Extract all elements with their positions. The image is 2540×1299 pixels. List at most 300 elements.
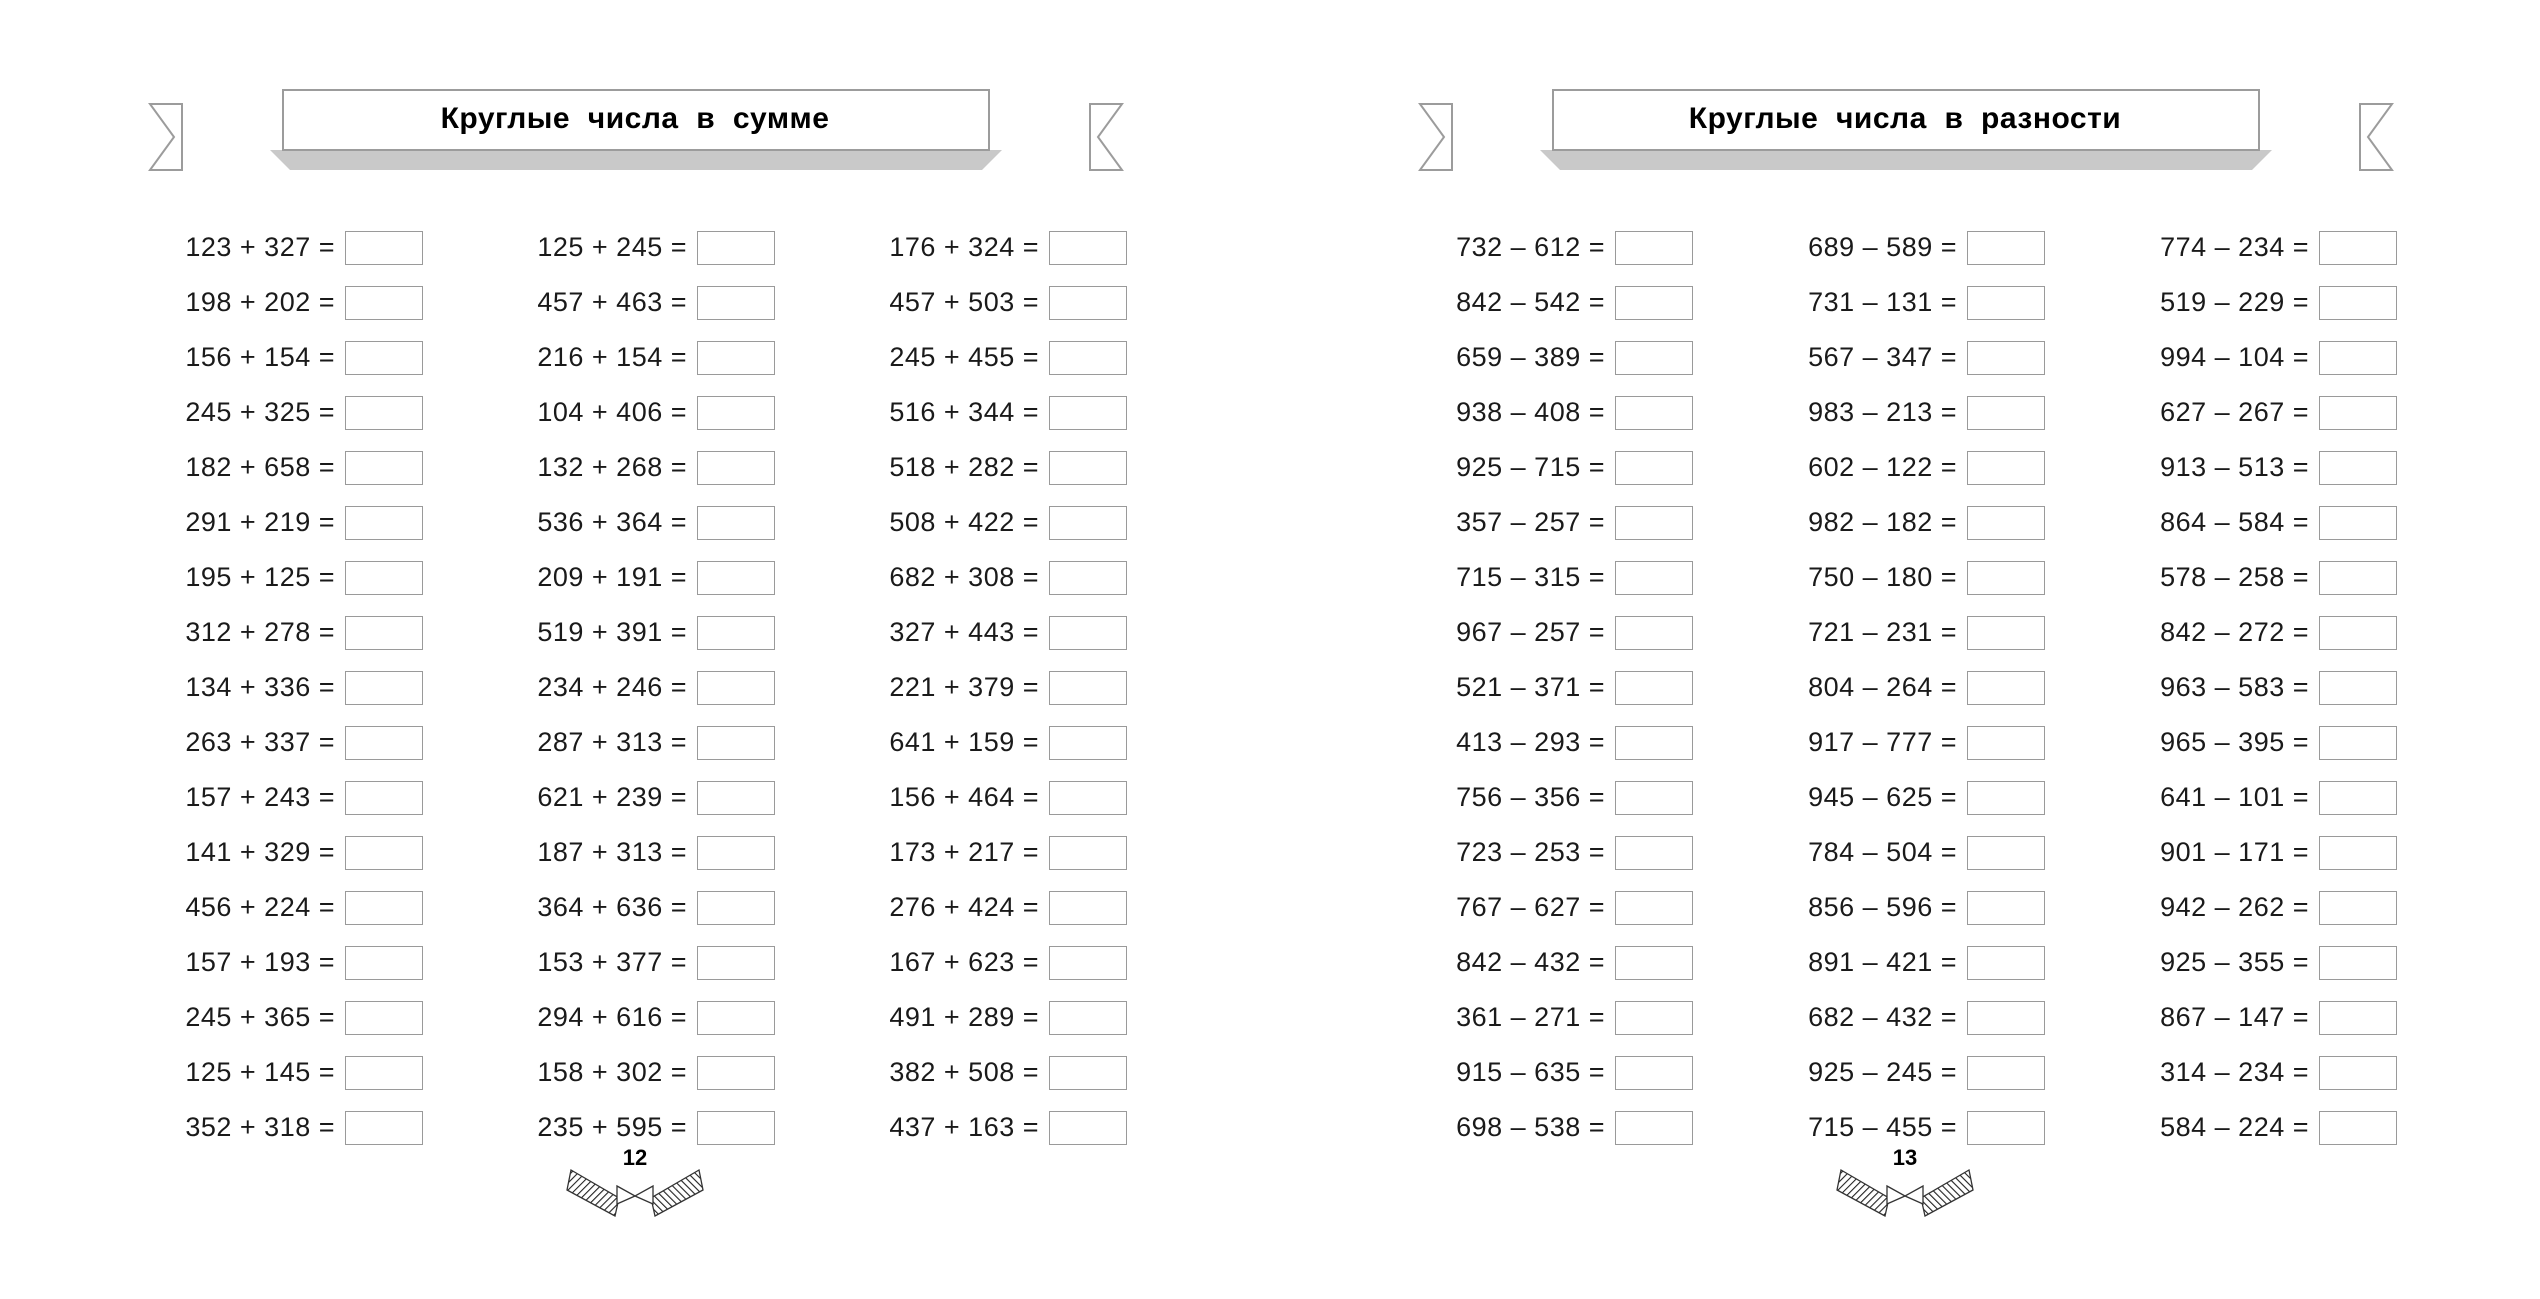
exercise-row <box>811 330 1163 385</box>
expression: 245 + 455 = <box>889 342 1039 372</box>
answer-input-box[interactable] <box>1049 836 1127 870</box>
exercise-row <box>459 770 811 825</box>
expression: 715 – 455 = <box>1808 1112 1957 1142</box>
answer-input-box[interactable] <box>345 506 423 540</box>
exercise-row <box>1377 550 1729 605</box>
answer-input-box[interactable] <box>697 286 775 320</box>
answer-input-box[interactable] <box>697 946 775 980</box>
exercise-row <box>1377 715 1729 770</box>
answer-input-box[interactable] <box>345 561 423 595</box>
exercise-row <box>459 550 811 605</box>
expression: 437 + 163 = <box>889 1112 1039 1142</box>
answer-input-box[interactable] <box>1615 341 1693 375</box>
expression: 357 – 257 = <box>1456 507 1605 537</box>
answer-input-box[interactable] <box>1049 891 1127 925</box>
answer-input-box[interactable] <box>1049 1001 1127 1035</box>
expression: 156 + 464 = <box>889 782 1039 812</box>
answer-input-box[interactable] <box>345 781 423 815</box>
exercise-column-2 <box>1729 220 2081 1155</box>
exercise-row <box>1729 385 2081 440</box>
answer-input-box[interactable] <box>1615 231 1693 265</box>
expression: 276 + 424 = <box>889 892 1039 922</box>
exercise-row <box>107 660 459 715</box>
exercise-row <box>811 660 1163 715</box>
answer-input-box[interactable] <box>697 616 775 650</box>
answer-input-box[interactable] <box>1967 1056 2045 1090</box>
page-number: 13 <box>1892 1145 1918 1170</box>
expression: 767 – 627 = <box>1456 892 1605 922</box>
expression: 352 + 318 = <box>185 1112 335 1142</box>
answer-input-box[interactable] <box>345 726 423 760</box>
expression: 842 – 432 = <box>1456 947 1605 977</box>
exercise-row <box>2081 550 2433 605</box>
expression: 723 – 253 = <box>1456 837 1605 867</box>
exercise-row <box>2081 825 2433 880</box>
answer-input-box[interactable] <box>697 781 775 815</box>
answer-input-box[interactable] <box>1967 726 2045 760</box>
expression: 134 + 336 = <box>185 672 335 702</box>
answer-input-box[interactable] <box>345 231 423 265</box>
answer-input-box[interactable] <box>1049 561 1127 595</box>
answer-input-box[interactable] <box>697 836 775 870</box>
expression: 364 + 636 = <box>537 892 687 922</box>
exercise-row <box>1729 495 2081 550</box>
expression: 774 – 234 = <box>2160 232 2309 262</box>
answer-input-box[interactable] <box>345 616 423 650</box>
exercise-row <box>811 495 1163 550</box>
page-footer <box>1270 1145 2540 1231</box>
exercise-row <box>1729 660 2081 715</box>
expression: 234 + 246 = <box>537 672 687 702</box>
expression: 864 – 584 = <box>2160 507 2309 537</box>
answer-input-box[interactable] <box>1967 671 2045 705</box>
exercise-row <box>811 275 1163 330</box>
expression: 536 + 364 = <box>537 507 687 537</box>
exercise-row <box>1729 275 2081 330</box>
expression: 294 + 616 = <box>537 1002 687 1032</box>
exercise-row <box>1377 1045 1729 1100</box>
exercise-row <box>811 935 1163 990</box>
exercise-row <box>2081 1100 2433 1155</box>
expression: 123 + 327 = <box>185 232 335 262</box>
exercise-row <box>107 935 459 990</box>
answer-input-box[interactable] <box>1967 231 2045 265</box>
exercise-row <box>1377 660 1729 715</box>
expression: 457 + 503 = <box>889 287 1039 317</box>
answer-input-box[interactable] <box>697 231 775 265</box>
expression: 216 + 154 = <box>537 342 687 372</box>
expression: 508 + 422 = <box>889 507 1039 537</box>
exercise-row <box>1377 935 1729 990</box>
expression: 245 + 365 = <box>185 1002 335 1032</box>
answer-input-box[interactable] <box>1615 781 1693 815</box>
answer-input-box[interactable] <box>1615 891 1693 925</box>
answer-input-box[interactable] <box>697 341 775 375</box>
ribbon-ornament-icon <box>1835 1164 1975 1231</box>
expression: 967 – 257 = <box>1456 617 1605 647</box>
answer-input-box[interactable] <box>345 671 423 705</box>
expression: 584 – 224 = <box>2160 1112 2309 1142</box>
exercise-row <box>1729 440 2081 495</box>
answer-input-box[interactable] <box>1615 506 1693 540</box>
expression: 856 – 596 = <box>1808 892 1957 922</box>
answer-input-box[interactable] <box>345 341 423 375</box>
answer-input-box[interactable] <box>345 836 423 870</box>
exercise-row <box>1377 990 1729 1045</box>
expression: 327 + 443 = <box>889 617 1039 647</box>
expression: 842 – 542 = <box>1456 287 1605 317</box>
exercise-row <box>459 495 811 550</box>
exercise-row <box>2081 935 2433 990</box>
exercise-row <box>811 825 1163 880</box>
exercise-row <box>1377 440 1729 495</box>
answer-input-box[interactable] <box>697 1001 775 1035</box>
answer-input-box[interactable] <box>697 506 775 540</box>
answer-input-box[interactable] <box>1967 1001 2045 1035</box>
exercise-row <box>1377 770 1729 825</box>
exercise-row <box>107 770 459 825</box>
expression: 915 – 635 = <box>1456 1057 1605 1087</box>
expression: 518 + 282 = <box>889 452 1039 482</box>
expression: 715 – 315 = <box>1456 562 1605 592</box>
exercise-row <box>107 825 459 880</box>
exercise-row <box>2081 275 2433 330</box>
exercise-row <box>1377 495 1729 550</box>
answer-input-box[interactable] <box>345 396 423 430</box>
exercise-row <box>2081 715 2433 770</box>
exercise-row <box>459 715 811 770</box>
exercise-row <box>107 220 459 275</box>
answer-input-box[interactable] <box>1615 616 1693 650</box>
expression: 945 – 625 = <box>1808 782 1957 812</box>
expression: 567 – 347 = <box>1808 342 1957 372</box>
exercise-row <box>107 385 459 440</box>
exercise-row <box>1377 220 1729 275</box>
exercise-row <box>811 385 1163 440</box>
expression: 756 – 356 = <box>1456 782 1605 812</box>
exercise-row <box>811 880 1163 935</box>
expression: 153 + 377 = <box>537 947 687 977</box>
exercise-column-2 <box>459 220 811 1155</box>
answer-input-box[interactable] <box>697 1056 775 1090</box>
exercise-row <box>107 1100 459 1155</box>
answer-input-box[interactable] <box>345 451 423 485</box>
exercise-row <box>811 1045 1163 1100</box>
exercise-row <box>2081 605 2433 660</box>
answer-input-box[interactable] <box>1967 781 2045 815</box>
exercise-row <box>2081 385 2433 440</box>
expression: 750 – 180 = <box>1808 562 1957 592</box>
exercise-row <box>107 330 459 385</box>
exercise-row <box>107 1045 459 1100</box>
exercise-row <box>107 495 459 550</box>
answer-input-box[interactable] <box>2319 451 2397 485</box>
exercise-column-1 <box>1377 220 1729 1155</box>
exercise-row <box>107 550 459 605</box>
banner-difference <box>1270 62 2540 182</box>
exercise-row <box>811 770 1163 825</box>
expression: 983 – 213 = <box>1808 397 1957 427</box>
expression: 917 – 777 = <box>1808 727 1957 757</box>
expression: 602 – 122 = <box>1808 452 1957 482</box>
exercise-row <box>459 605 811 660</box>
exercise-row <box>459 990 811 1045</box>
answer-input-box[interactable] <box>345 1111 423 1145</box>
exercise-row <box>1729 715 2081 770</box>
exercise-columns <box>0 182 1270 1155</box>
answer-input-box[interactable] <box>1049 506 1127 540</box>
expression: 994 – 104 = <box>2160 342 2309 372</box>
exercise-row <box>2081 220 2433 275</box>
expression: 925 – 245 = <box>1808 1057 1957 1087</box>
answer-input-box[interactable] <box>1967 836 2045 870</box>
exercise-row <box>1729 1045 2081 1100</box>
exercise-column-3 <box>2081 220 2433 1155</box>
exercise-row <box>2081 990 2433 1045</box>
answer-input-box[interactable] <box>697 891 775 925</box>
exercise-row <box>1377 825 1729 880</box>
exercise-row <box>459 220 811 275</box>
exercise-row <box>1729 990 2081 1045</box>
expression: 167 + 623 = <box>889 947 1039 977</box>
expression: 731 – 131 = <box>1808 287 1957 317</box>
answer-input-box[interactable] <box>1049 396 1127 430</box>
exercise-row <box>107 880 459 935</box>
answer-input-box[interactable] <box>2319 396 2397 430</box>
answer-input-box[interactable] <box>1967 341 2045 375</box>
exercise-row <box>459 935 811 990</box>
expression: 158 + 302 = <box>537 1057 687 1087</box>
exercise-row <box>2081 440 2433 495</box>
answer-input-box[interactable] <box>1615 1056 1693 1090</box>
exercise-row <box>1729 220 2081 275</box>
answer-input-box[interactable] <box>1615 946 1693 980</box>
answer-input-box[interactable] <box>2319 671 2397 705</box>
expression: 689 – 589 = <box>1808 232 1957 262</box>
answer-input-box[interactable] <box>697 726 775 760</box>
expression: 842 – 272 = <box>2160 617 2309 647</box>
answer-input-box[interactable] <box>2319 506 2397 540</box>
answer-input-box[interactable] <box>1967 616 2045 650</box>
expression: 157 + 243 = <box>185 782 335 812</box>
expression: 804 – 264 = <box>1808 672 1957 702</box>
answer-input-box[interactable] <box>1049 341 1127 375</box>
expression: 578 – 258 = <box>2160 562 2309 592</box>
expression: 519 – 229 = <box>2160 287 2309 317</box>
expression: 125 + 245 = <box>537 232 687 262</box>
answer-input-box[interactable] <box>1049 781 1127 815</box>
answer-input-box[interactable] <box>2319 726 2397 760</box>
expression: 627 – 267 = <box>2160 397 2309 427</box>
expression: 867 – 147 = <box>2160 1002 2309 1032</box>
answer-input-box[interactable] <box>1967 561 2045 595</box>
exercise-row <box>1729 330 2081 385</box>
expression: 382 + 508 = <box>889 1057 1039 1087</box>
expression: 195 + 125 = <box>185 562 335 592</box>
answer-input-box[interactable] <box>1049 231 1127 265</box>
answer-input-box[interactable] <box>1967 396 2045 430</box>
answer-input-box[interactable] <box>1615 671 1693 705</box>
answer-input-box[interactable] <box>2319 1111 2397 1145</box>
exercise-row <box>1377 605 1729 660</box>
answer-input-box[interactable] <box>1615 726 1693 760</box>
expression: 235 + 595 = <box>537 1112 687 1142</box>
answer-input-box[interactable] <box>2319 341 2397 375</box>
answer-input-box[interactable] <box>2319 231 2397 265</box>
expression: 314 – 234 = <box>2160 1057 2309 1087</box>
exercise-row <box>107 440 459 495</box>
expression: 157 + 193 = <box>185 947 335 977</box>
expression: 925 – 355 = <box>2160 947 2309 977</box>
exercise-row <box>811 715 1163 770</box>
exercise-row <box>1729 935 2081 990</box>
expression: 698 – 538 = <box>1456 1112 1605 1142</box>
exercise-row <box>459 440 811 495</box>
exercise-row <box>107 715 459 770</box>
expression: 641 + 159 = <box>889 727 1039 757</box>
exercise-row <box>459 660 811 715</box>
answer-input-box[interactable] <box>345 286 423 320</box>
expression: 965 – 395 = <box>2160 727 2309 757</box>
exercise-row <box>1377 880 1729 935</box>
answer-input-box[interactable] <box>345 946 423 980</box>
answer-input-box[interactable] <box>1967 1111 2045 1145</box>
answer-input-box[interactable] <box>2319 286 2397 320</box>
page-footer <box>0 1145 1270 1231</box>
answer-input-box[interactable] <box>1967 506 2045 540</box>
answer-input-box[interactable] <box>1615 451 1693 485</box>
expression: 198 + 202 = <box>185 287 335 317</box>
exercise-row <box>1377 330 1729 385</box>
expression: 682 – 432 = <box>1808 1002 1957 1032</box>
exercise-row <box>459 880 811 935</box>
expression: 141 + 329 = <box>185 837 335 867</box>
expression: 938 – 408 = <box>1456 397 1605 427</box>
answer-input-box[interactable] <box>1967 286 2045 320</box>
expression: 182 + 658 = <box>185 452 335 482</box>
expression: 519 + 391 = <box>537 617 687 647</box>
expression: 913 – 513 = <box>2160 452 2309 482</box>
exercise-row <box>1377 385 1729 440</box>
exercise-row <box>1377 275 1729 330</box>
exercise-column-1 <box>107 220 459 1155</box>
expression: 963 – 583 = <box>2160 672 2309 702</box>
answer-input-box[interactable] <box>1049 1111 1127 1145</box>
expression: 456 + 224 = <box>185 892 335 922</box>
answer-input-box[interactable] <box>2319 1056 2397 1090</box>
expression: 173 + 217 = <box>889 837 1039 867</box>
expression: 891 – 421 = <box>1808 947 1957 977</box>
expression: 641 – 101 = <box>2160 782 2309 812</box>
answer-input-box[interactable] <box>2319 891 2397 925</box>
answer-input-box[interactable] <box>1049 616 1127 650</box>
expression: 659 – 389 = <box>1456 342 1605 372</box>
answer-input-box[interactable] <box>697 671 775 705</box>
answer-input-box[interactable] <box>2319 946 2397 980</box>
exercise-row <box>2081 880 2433 935</box>
answer-input-box[interactable] <box>2319 836 2397 870</box>
exercise-row <box>2081 495 2433 550</box>
expression: 187 + 313 = <box>537 837 687 867</box>
answer-input-box[interactable] <box>1967 946 2045 980</box>
answer-input-box[interactable] <box>1049 671 1127 705</box>
expression: 721 – 231 = <box>1808 617 1957 647</box>
answer-input-box[interactable] <box>1615 1001 1693 1035</box>
exercise-row <box>811 990 1163 1045</box>
exercise-row <box>107 990 459 1045</box>
exercise-row <box>811 550 1163 605</box>
exercise-row <box>811 605 1163 660</box>
expression: 621 + 239 = <box>537 782 687 812</box>
answer-input-box[interactable] <box>345 1001 423 1035</box>
answer-input-box[interactable] <box>1049 286 1127 320</box>
expression: 516 + 344 = <box>889 397 1039 427</box>
answer-input-box[interactable] <box>1049 726 1127 760</box>
answer-input-box[interactable] <box>345 1056 423 1090</box>
expression: 732 – 612 = <box>1456 232 1605 262</box>
answer-input-box[interactable] <box>1049 946 1127 980</box>
answer-input-box[interactable] <box>1615 286 1693 320</box>
exercise-row <box>811 1100 1163 1155</box>
answer-input-box[interactable] <box>2319 1001 2397 1035</box>
expression: 457 + 463 = <box>537 287 687 317</box>
expression: 209 + 191 = <box>537 562 687 592</box>
exercise-row <box>2081 1045 2433 1100</box>
answer-input-box[interactable] <box>1967 891 2045 925</box>
exercise-row <box>459 385 811 440</box>
exercise-row <box>459 275 811 330</box>
answer-input-box[interactable] <box>697 561 775 595</box>
expression: 982 – 182 = <box>1808 507 1957 537</box>
exercise-row <box>1729 770 2081 825</box>
answer-input-box[interactable] <box>345 891 423 925</box>
answer-input-box[interactable] <box>1615 836 1693 870</box>
exercise-row <box>459 330 811 385</box>
expression: 156 + 154 = <box>185 342 335 372</box>
banner-sum <box>0 62 1270 182</box>
answer-input-box[interactable] <box>697 1111 775 1145</box>
answer-input-box[interactable] <box>1049 1056 1127 1090</box>
expression: 413 – 293 = <box>1456 727 1605 757</box>
exercise-row <box>1729 880 2081 935</box>
exercise-row <box>107 275 459 330</box>
answer-input-box[interactable] <box>2319 561 2397 595</box>
exercise-row <box>811 220 1163 275</box>
answer-input-box[interactable] <box>1049 451 1127 485</box>
expression: 942 – 262 = <box>2160 892 2309 922</box>
sheet-difference <box>1270 0 2540 1299</box>
answer-input-box[interactable] <box>1615 1111 1693 1145</box>
sheet-heading: Круглые числа в сумме <box>440 102 830 135</box>
expression: 291 + 219 = <box>185 507 335 537</box>
expression: 245 + 325 = <box>185 397 335 427</box>
exercise-column-3 <box>811 220 1163 1155</box>
expression: 925 – 715 = <box>1456 452 1605 482</box>
exercise-row <box>2081 660 2433 715</box>
expression: 361 – 271 = <box>1456 1002 1605 1032</box>
expression: 491 + 289 = <box>889 1002 1039 1032</box>
answer-input-box[interactable] <box>697 396 775 430</box>
exercise-row <box>1729 550 2081 605</box>
answer-input-box[interactable] <box>697 451 775 485</box>
exercise-row <box>811 440 1163 495</box>
answer-input-box[interactable] <box>1615 396 1693 430</box>
answer-input-box[interactable] <box>1615 561 1693 595</box>
answer-input-box[interactable] <box>2319 616 2397 650</box>
expression: 104 + 406 = <box>537 397 687 427</box>
answer-input-box[interactable] <box>2319 781 2397 815</box>
answer-input-box[interactable] <box>1967 451 2045 485</box>
